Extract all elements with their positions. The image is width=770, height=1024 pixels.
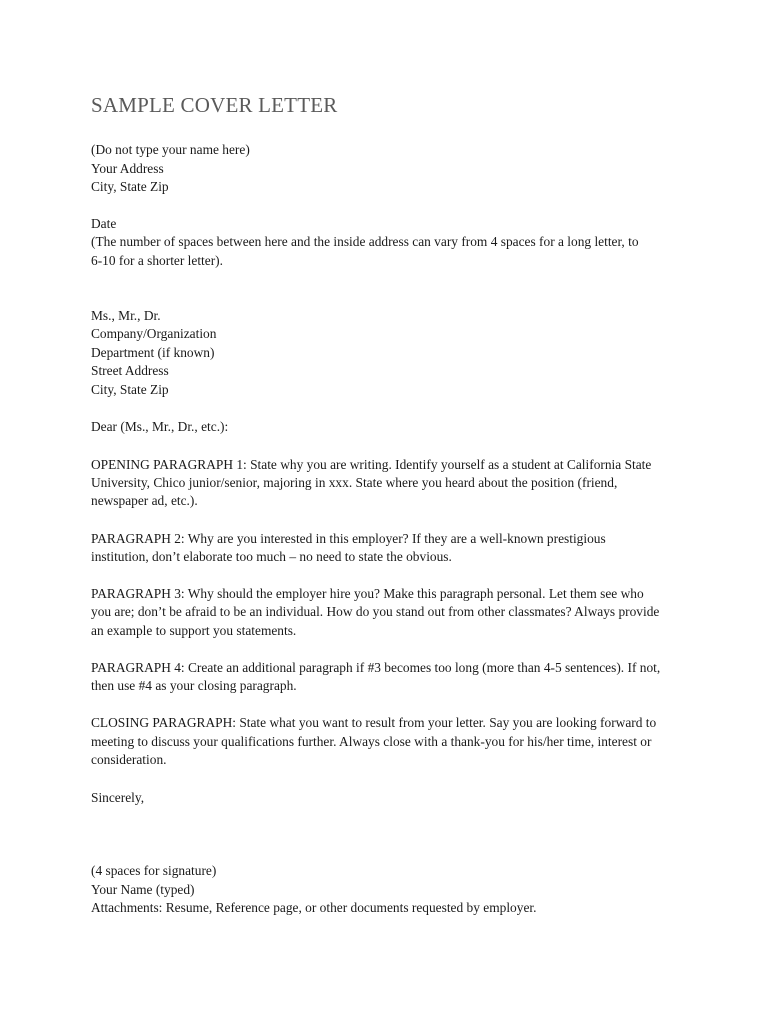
- closing-paragraph-line: CLOSING PARAGRAPH: State what you want to result from your letter. Say you are looking forward to: [91, 715, 657, 730]
- recipient-department: Department (if known): [91, 345, 215, 360]
- typed-name: Your Name (typed): [91, 882, 195, 897]
- sender-city-state-zip: City, State Zip: [91, 179, 169, 194]
- opening-paragraph-line: OPENING PARAGRAPH 1: State why you are writing. Identify yourself as a student at California State: [91, 457, 652, 472]
- closing-word: Sincerely,: [91, 790, 145, 805]
- salutation: Dear (Ms., Mr., Dr., etc.):: [91, 419, 229, 434]
- closing-paragraph-line: consideration.: [91, 752, 167, 767]
- paragraph-2-line: PARAGRAPH 2: Why are you interested in this employer? If they are a well-known prestigious: [91, 531, 606, 546]
- recipient-company: Company/Organization: [91, 326, 217, 341]
- recipient-title: Ms., Mr., Dr.: [91, 308, 161, 323]
- paragraph-4-line: then use #4 as your closing paragraph.: [91, 678, 297, 693]
- date-spacing-note-line: (The number of spaces between here and the inside address can vary from 4 spaces for a long letter, to: [91, 234, 639, 249]
- paragraph-3-line: an example to support you statements.: [91, 623, 297, 638]
- paragraph-3-line: PARAGRAPH 3: Why should the employer hire you? Make this paragraph personal. Let them see who: [91, 586, 644, 601]
- sender-name-note: (Do not type your name here): [91, 142, 250, 157]
- paragraph-4-line: PARAGRAPH 4: Create an additional paragraph if #3 becomes too long (more than 4-5 sentences). If not,: [91, 660, 661, 675]
- paragraph-3-line: you are; don’t be afraid to be an individual. How do you stand out from other classmates? Always provide: [91, 604, 660, 619]
- recipient-street: Street Address: [91, 363, 169, 378]
- opening-paragraph-line: University, Chico junior/senior, majoring in xxx. State where you heard about the position (friend,: [91, 475, 618, 490]
- document-title: SAMPLE COVER LETTER: [91, 93, 338, 117]
- date-line: Date: [91, 216, 117, 231]
- signature-note: (4 spaces for signature): [91, 863, 217, 878]
- opening-paragraph-line: newspaper ad, etc.).: [91, 493, 198, 508]
- sender-address: Your Address: [91, 161, 164, 176]
- date-spacing-note-line: 6-10 for a shorter letter).: [91, 253, 223, 268]
- attachments-line: Attachments: Resume, Reference page, or other documents requested by employer.: [91, 900, 537, 915]
- closing-paragraph-line: meeting to discuss your qualifications further. Always close with a thank-you for his/her time, interest or: [91, 734, 652, 749]
- recipient-city-state-zip: City, State Zip: [91, 382, 169, 397]
- paragraph-2-line: institution, don’t elaborate too much – no need to state the obvious.: [91, 549, 452, 564]
